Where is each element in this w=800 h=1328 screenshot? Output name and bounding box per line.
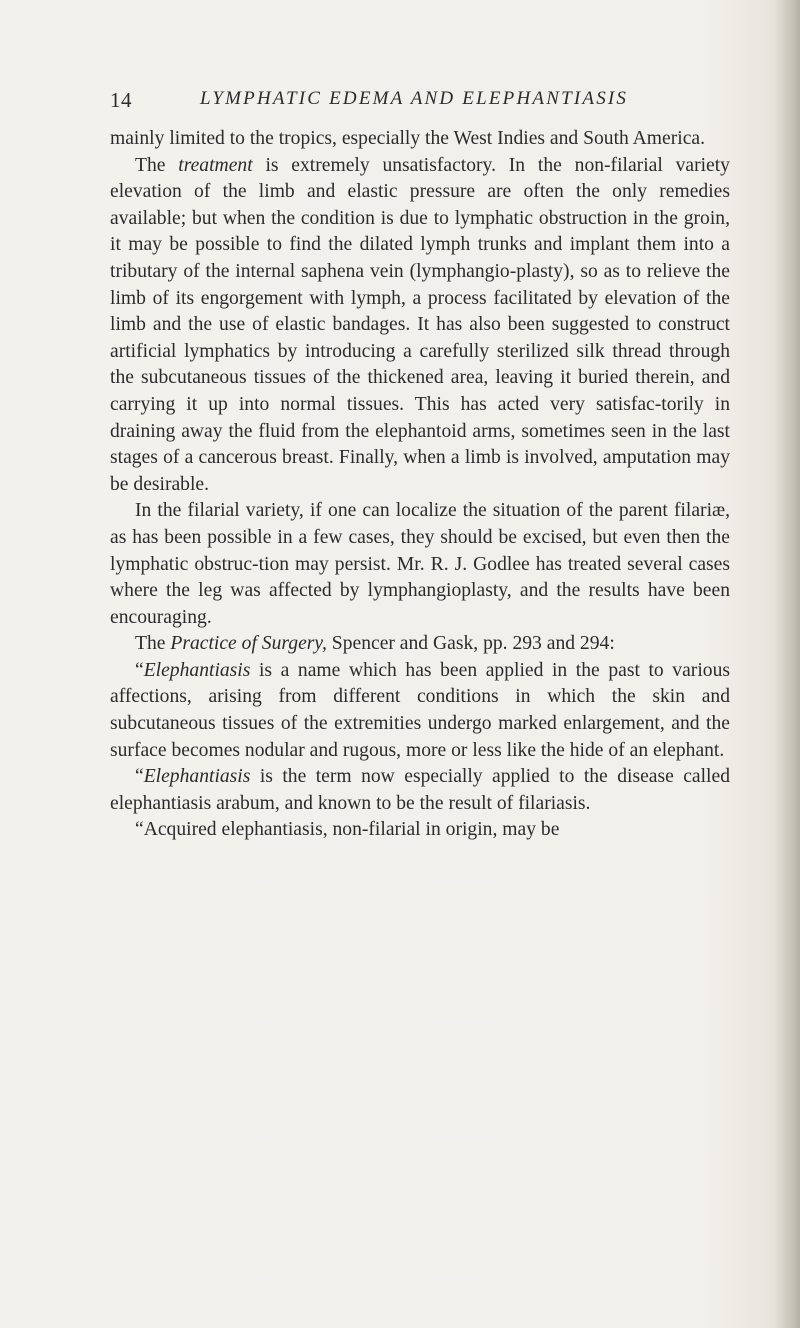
paragraph-text: “Acquired elephantiasis, non-filarial in origin, may be [135,819,560,841]
paragraph-text: “ [135,659,144,681]
paragraph-quote-1 [110,658,730,764]
paragraph-text: is a name which has been applied in the past to various affections, arising from different conditions in which the skin and subcutaneous tissues of the extremities undergo marked enlargement, and the surface becomes nodular and rugous, more or less like the hide of an elephant. [110,659,730,761]
italic-term: Elephantiasis [143,766,251,788]
paragraph-continuation [110,126,730,153]
paragraph-text: In the filarial variety, if one can localize the situation of the parent filariæ, as has been possible in a few cases, they should be excised, but even then the lymphatic obstruc-tion may persist. Mr. R. J. Godlee has treated several cases where the leg was affected by lymphangioplasty, and the results have been encouraging. [110,500,730,628]
italic-term: Elephantiasis [143,659,251,681]
paragraph-text: mainly limited to the tropics, especially the West Indies and South America. [110,128,705,149]
paragraph-text: The [135,633,171,655]
running-head: LYMPHATIC EDEMA AND ELEPHANTIASIS [200,88,629,109]
paragraph-treatment [110,153,730,499]
paragraph-text: The [135,154,179,176]
page-header [110,88,730,118]
paragraph-quote-2 [110,764,730,817]
paragraph-text: is extremely unsatisfactory. In the non-filarial variety elevation of the limb and elastic pressure are often the only remedies available; but when the condition is due to lymphatic obstruction in the groin, it may be possible to find the dilated lymph trunks and implant them into a tributary of the internal saphena vein (lymphangio-plasty), so as to relieve the limb of its engorgement with lymph, a process facilitated by elevation of the limb and the use of elastic bandages. It has also been suggested to construct artificial lymphatics by introducing a carefully sterilized silk thread through the subcutaneous tissues of the thickened area, leaving it buried therein, and carrying it up into normal tissues. This has acted very satisfac-torily in draining away the fluid from the elephantoid arms, sometimes seen in the last stages of a cancerous breast. Finally, when a limb is involved, amputation may be desirable. [110,154,730,495]
paragraph-text: is the term now especially applied to the disease called elephantiasis arabum, and known to be the result of filariasis. [110,766,730,814]
paragraph-text: Spencer and Gask, pp. 293 and 294: [326,633,615,655]
paragraph-quote-3 [110,817,730,844]
body-text [110,126,730,844]
paragraph-text: “ [135,766,144,788]
paragraph-filarial [110,498,730,631]
italic-book-title: Practice of Surgery, [170,633,327,655]
page-number: 14 [110,88,132,112]
page-edge-shadow [774,0,800,1328]
paragraph-citation [110,631,730,658]
italic-term: treatment [178,154,253,176]
